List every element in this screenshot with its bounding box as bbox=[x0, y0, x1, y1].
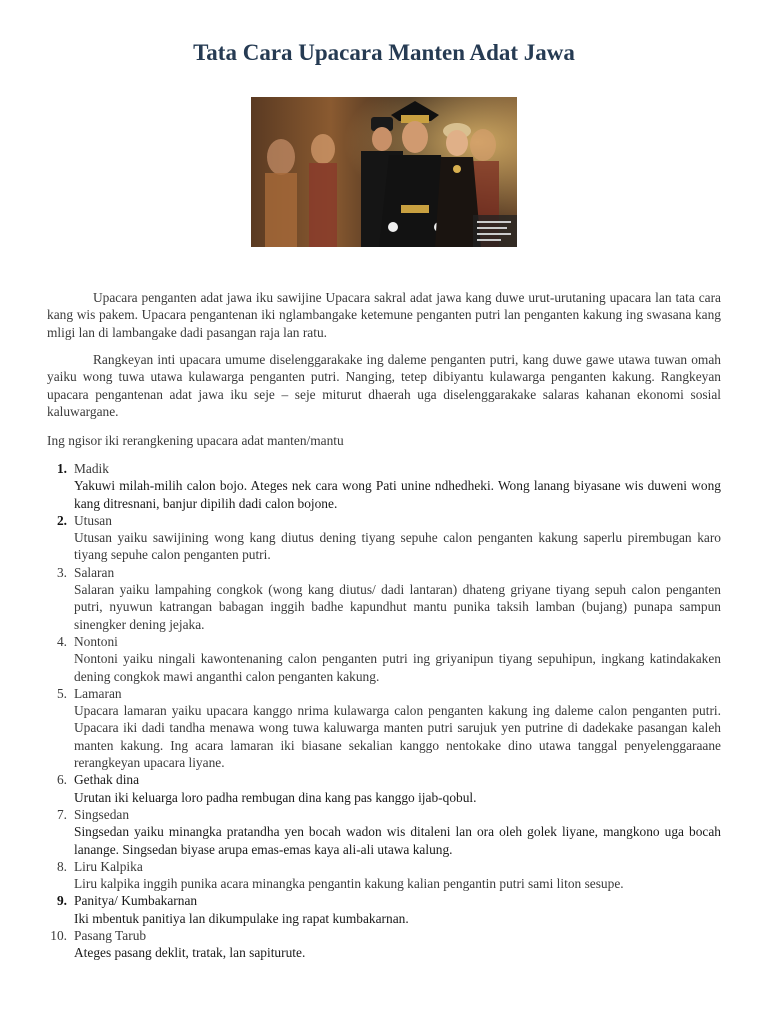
item-description: Nontoni yaiku ningali kawontenaning calon penganten putri ing griyanipun tiyang sepuhipun, ingkang katindakaken dening congkok mawi anganthi calon penganten kakung. bbox=[74, 651, 721, 684]
list-number: 3. bbox=[56, 564, 67, 580]
item-description: Salaran yaiku lampahing congkok (wong kang diutus/ dadi lantaran) dhateng griyane tiyang sepuh calon penganten putri, nyuwun katrangan babagan inggih badhe kapundhut mantu punika taksih lamban (bujang) punapa sampun sinengker dening jejaka. bbox=[74, 582, 721, 632]
list-number: 1. bbox=[56, 461, 67, 476]
item-description: Liru kalpika inggih punika acara minangka pengantin kakung kalian pengantin putri sami liton sesupe. bbox=[74, 876, 624, 892]
list-number: 8. bbox=[56, 858, 67, 874]
item-description: Urutan iki keluarga loro padha rembugan dina kang pas kanggo ijab-qobul. bbox=[74, 789, 477, 805]
item-description: Utusan yaiku sawijining wong kang diutus dening tiyang sepuhe calon penganten kakung saperlu pirembugan karo tiyang sepuhe calon penganten putri. bbox=[74, 530, 721, 563]
item-title: Lamaran bbox=[74, 685, 122, 701]
item-title: Salaran bbox=[74, 564, 115, 580]
item-description: Singsedan yaiku minangka pratandha yen bocah wadon wis ditaleni lan ora oleh golek liyane, mangkono uga bocah lanange. Singsedan biyase arupa emas-emas kaya ali-ali utawa kalung. bbox=[74, 824, 721, 857]
list-item bbox=[47, 460, 721, 512]
ceremony-list bbox=[47, 460, 721, 962]
item-description: Yakuwi milah-milih calon bojo. Ateges nek cara wong Pati unine ndhedheki. Wong lanang biyasane wis duweni wong kang ditresnani, banjur dipilih dadi calon bojone. bbox=[74, 478, 721, 511]
second-paragraph: Rangkeyan inti upacara umume diselenggarakake ing daleme penganten putri, kang duwe gawe utawa tuwan omah yaiku wong tuwa utawa kulawarga penganten putri. Nanging, tetep dibiyantu kulawarga penganten kakung. Rangkeyan upacara pengantenan adat jawa iku seje – seje miturut dhaerah uga diselenggarakake salaras kahanan ekonomi sosial kaluwargane. bbox=[47, 352, 721, 419]
list-number: 6. bbox=[56, 772, 67, 788]
list-item bbox=[47, 858, 721, 893]
list-item bbox=[47, 685, 721, 771]
list-number: 10. bbox=[50, 928, 67, 944]
list-item bbox=[47, 633, 721, 685]
list-number: 7. bbox=[56, 806, 67, 822]
item-title: Madik bbox=[74, 461, 109, 476]
item-description: Ateges pasang deklit, tratak, lan sapiturute. bbox=[74, 945, 306, 961]
list-item bbox=[47, 771, 721, 806]
list-number: 9. bbox=[56, 893, 67, 909]
list-number: 4. bbox=[56, 633, 67, 649]
item-title: Nontoni bbox=[74, 633, 118, 649]
item-title: Singsedan bbox=[74, 806, 130, 822]
item-description: Upacara lamaran yaiku upacara kanggo nrima kulawarga calon penganten kakung ing daleme calon penganten putri. Upacara iki dadi tandha menawa wong tuwa kaluwarga manten putri sarujuk yen putrine di dadekake pasangan kaleh manten kakung. Ing acara lamaran iki biasane sekalian kanggo nentokake dino utawa tanggal penyelenggaraane rerangkeyan upacara liyane. bbox=[74, 703, 721, 771]
item-title: Utusan bbox=[74, 512, 112, 528]
item-title: Liru Kalpika bbox=[74, 858, 143, 874]
item-title: Pasang Tarub bbox=[74, 928, 147, 944]
list-number: 2. bbox=[56, 512, 67, 528]
list-number: 5. bbox=[56, 685, 67, 701]
list-item bbox=[47, 927, 721, 962]
list-item bbox=[47, 564, 721, 633]
list-intro: Ing ngisor iki rerangkening upacara adat manten/mantu bbox=[47, 433, 344, 448]
intro-paragraph: Upacara penganten adat jawa iku sawijine Upacara sakral adat jawa kang duwe urut-urutaning upacara lan tata cara kang wis pakem. Upacara pengantenan iki nglambangake ketemune penganten putri lan penganten kakung ing swasana kang mligi lan di lambangake dadi pasangan raja lan ratu. bbox=[47, 290, 721, 340]
list-item bbox=[47, 806, 721, 858]
item-title: Panitya/ Kumbakarnan bbox=[74, 893, 198, 909]
wedding-photo bbox=[251, 97, 517, 247]
list-item bbox=[47, 892, 721, 927]
item-description: Iki mbentuk panitiya lan dikumpulake ing rapat kumbakarnan. bbox=[74, 910, 409, 926]
item-title: Gethak dina bbox=[74, 772, 140, 788]
page-title: Tata Cara Upacara Manten Adat Jawa bbox=[193, 40, 575, 65]
list-item bbox=[47, 512, 721, 564]
